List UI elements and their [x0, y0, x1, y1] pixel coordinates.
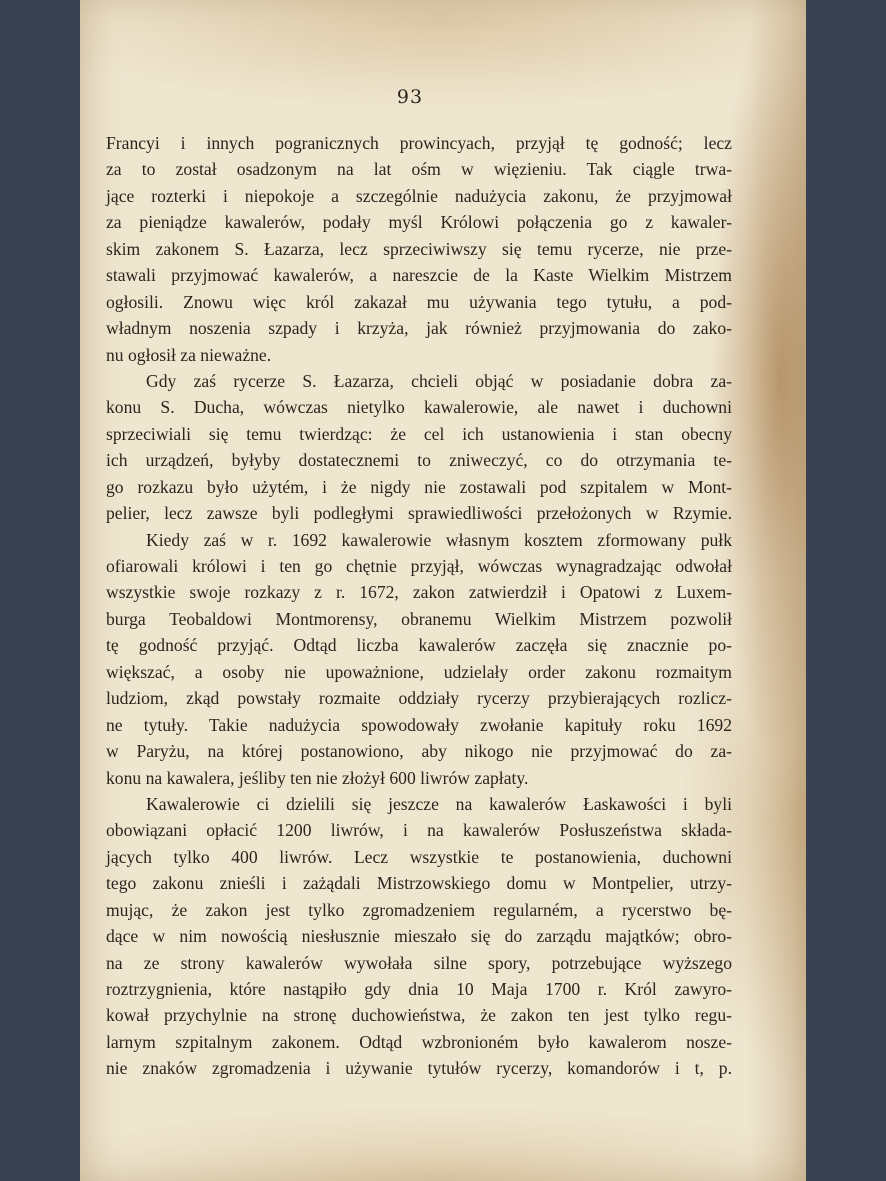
- text-line: pelier, lecz zawsze byli podległymi sprawiedliwości przełożonych w Rzymie.: [106, 503, 732, 524]
- text-line: sprzeciwiali się temu twierdząc: że cel ich ustanowienia i stan obecny: [106, 423, 732, 444]
- text-line: Gdy zaś rycerze S. Łazarza, chcieli objąć w posiadanie dobra za-: [146, 370, 732, 391]
- text-line: dące w nim nowością niesłusznie mieszało się do zarządu majątków; obro-: [106, 926, 732, 947]
- text-line: skim zakonem S. Łazarza, lecz sprzeciwiwszy się temu rycerze, nie prze-: [106, 238, 732, 259]
- text-line: wszystkie swoje rozkazy z r. 1672, zakon zatwierdził i Opatowi z Luxem-: [106, 582, 732, 603]
- page-text: [106, 130, 732, 1082]
- text-line: kował przychylnie na stronę duchowieństwa, że zakon ten jest tylko regu-: [106, 1005, 732, 1026]
- text-line: ogłosili. Znowu więc król zakazał mu używania tego tytułu, a pod-: [106, 291, 732, 312]
- text-line: obowiązani opłacić 1200 liwrów, i na kawalerów Posłuszeństwa składa-: [106, 820, 732, 841]
- text-line: nie znaków zgromadzenia i używanie tytułów rycerzy, komandorów i t, p.: [106, 1058, 732, 1079]
- text-line: mując, że zakon jest tylko zgromadzeniem regularném, a rycerstwo bę-: [106, 899, 732, 920]
- text-line: jących tylko 400 liwrów. Lecz wszystkie te postanowienia, duchowni: [106, 846, 732, 867]
- text-line: za pieniądze kawalerów, podały myśl Królowi połączenia go z kawaler-: [106, 212, 732, 233]
- text-line: za to został osadzonym na lat ośm w więzieniu. Tak ciągle trwa-: [106, 159, 732, 180]
- text-line: ludziom, zkąd powstały rozmaite oddziały rycerzy przybierających rozlicz-: [106, 688, 732, 709]
- text-line: władnym noszenia szpady i krzyża, jak również przyjmowania do zako-: [106, 318, 732, 339]
- text-line: Kawalerowie ci dzielili się jeszcze na kawalerów Łaskawości i byli: [146, 793, 732, 814]
- text-line: larnym szpitalnym zakonem. Odtąd wzbronioném było kawalerom nosze-: [106, 1031, 732, 1052]
- text-line: nu ogłosił za nieważne.: [106, 344, 272, 365]
- text-line: większać, a osoby nie upoważnione, udzielały order zakonu rozmaitym: [106, 661, 732, 682]
- text-line: Francyi i innych pogranicznych prowincyach, przyjął tę godność; lecz: [106, 133, 732, 153]
- text-line: konu na kawalera, jeśliby ten nie złożył 600 liwrów zapłaty.: [106, 767, 529, 788]
- page-number: 93: [396, 86, 424, 108]
- text-line: tego zakonu znieśli i zażądali Mistrzowskiego domu w Montpelier, utrzy-: [106, 873, 732, 894]
- text-line: burga Teobaldowi Montmorensy, obranemu Wielkim Mistrzem pozwolił: [106, 608, 732, 629]
- book-page: [80, 0, 806, 1181]
- text-line: Kiedy zaś w r. 1692 kawalerowie własnym kosztem zformowany pułk: [146, 529, 732, 550]
- text-line: ofiarowali królowi i ten go chętnie przyjął, wówczas wynagradzając odwołał: [106, 556, 732, 576]
- text-line: jące rozterki i niepokoje a szczególnie nadużycia zakonu, że przyjmował: [106, 185, 732, 206]
- text-line: ne tytuły. Takie nadużycia spowodowały zwołanie kapituły roku 1692: [106, 714, 732, 735]
- text-line: tę godność przyjąć. Odtąd liczba kawalerów zaczęła się znacznie po-: [106, 635, 732, 656]
- text-line: na ze strony kawalerów wywołała silne spory, potrzebujące wyższego: [106, 952, 732, 973]
- text-line: w Paryżu, na której postanowiono, aby nikogo nie przyjmować do za-: [106, 741, 732, 762]
- text-line: konu S. Ducha, wówczas nietylko kawalerowie, ale nawet i duchowni: [106, 397, 732, 418]
- text-line: ich urządzeń, byłyby dostatecznemi to zniweczyć, co do otrzymania te-: [106, 450, 732, 471]
- text-line: go rozkazu było użytém, i że nigdy nie zostawali pod szpitalem w Mont-: [106, 476, 732, 497]
- text-line: roztrzygnienia, które nastąpiło gdy dnia 10 Maja 1700 r. Król zawyro-: [106, 979, 732, 999]
- text-line: stawali przyjmować kawalerów, a nareszcie de la Kaste Wielkim Mistrzem: [106, 265, 732, 286]
